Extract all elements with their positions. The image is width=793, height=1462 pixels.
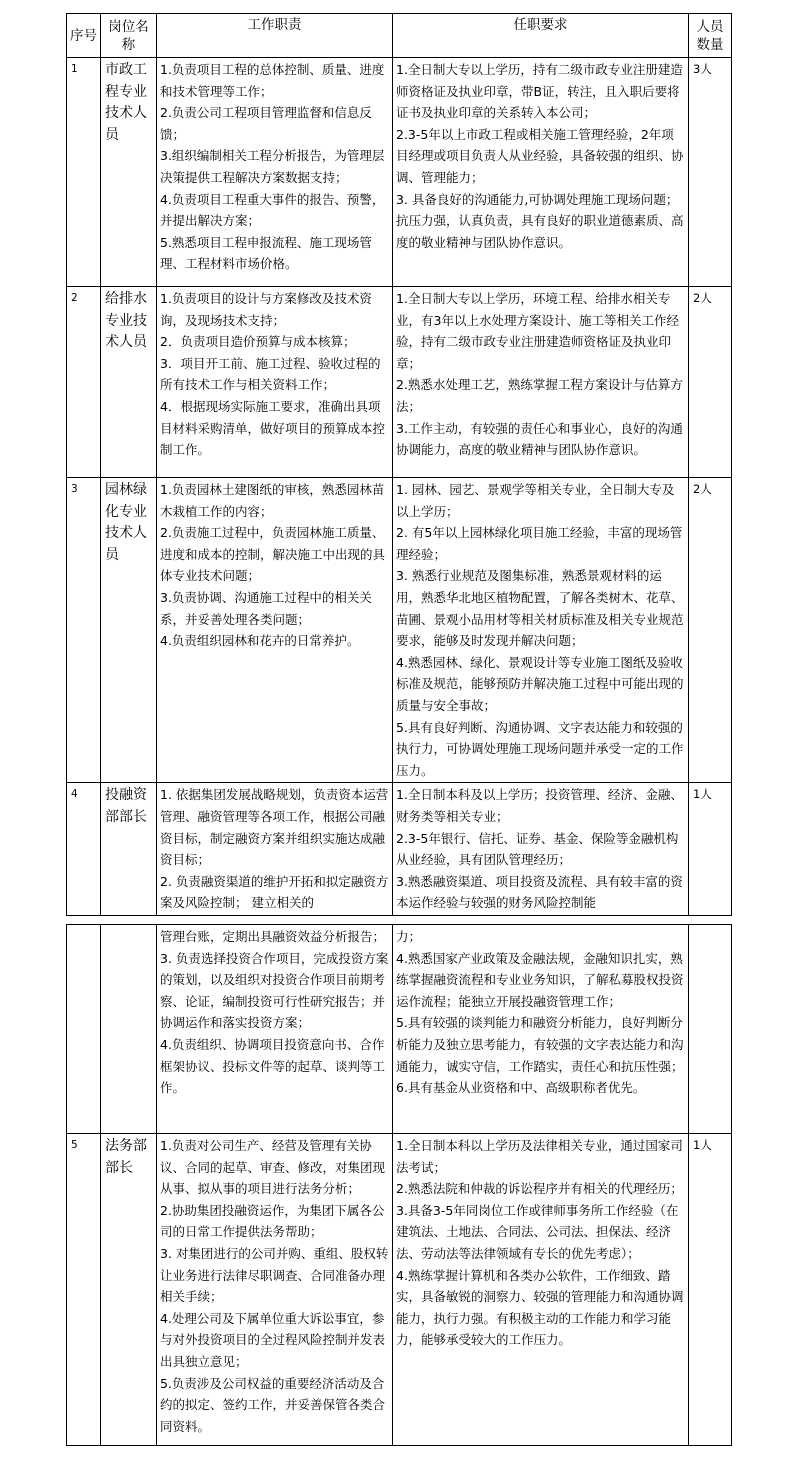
row-duties [157, 478, 393, 783]
row-position: 投融资部部长 [101, 783, 157, 916]
row-headcount: 3人 [689, 58, 732, 287]
header-requirements: 任职要求 [393, 14, 689, 58]
row-duties [157, 1134, 393, 1446]
duty-item: 3.组织编制相关工程分析报告，为管理层决策提供工程解决方案数据支持； [160, 148, 385, 185]
requirement-item: 2. 有5年以上园林绿化项目施工经验，丰富的现场管理经验； [396, 525, 683, 562]
row-requirements [393, 783, 689, 916]
row-duties [157, 783, 393, 916]
requirement-item: 3.工作主动，有较强的责任心和事业心，良好的沟通协调能力，高度的敬业精神与团队协作意识。 [396, 420, 683, 458]
row-position: 市政工程专业技术人员 [101, 58, 157, 287]
requirement-item: 2.熟悉法院和仲裁的诉讼程序并有相关的代理经历； [396, 1181, 683, 1197]
table-row [67, 783, 732, 916]
duty-item: 4.负责组织园林和花卉的日常养护。 [160, 633, 360, 649]
row-requirements [393, 58, 689, 287]
row-position: 园林绿化专业技术人员 [101, 478, 157, 783]
requirement-item: 2.熟悉水处理工艺，熟练掌握工程方案设计与估算方法； [396, 377, 683, 414]
row-requirements [393, 287, 689, 478]
duty-item: 5.负责涉及公司权益的重要经济活动及合约的拟定、签约工作，并妥善保管各类合同资料。 [160, 1375, 386, 1434]
duty-item: 2. 负责融资渠道的维护开拓和拟定融资方案及风险控制； 建立相关的 [160, 873, 389, 911]
row-duties [157, 58, 393, 287]
requirement-item: 1.全日制本科以上学历及法律相关专业，通过国家司法考试； [396, 1138, 683, 1175]
row-no: 4 [67, 783, 101, 916]
duty-item: 2.协助集团投融资运作，为集团下属各公司的日常工作提供法务帮助； [160, 1202, 385, 1240]
duty-item: 1.负责项目工程的总体控制、质量、进度和技术管理等工作； [160, 62, 385, 99]
duty-item: 1.负责项目的设计与方案修改及技术资询，及现场技术支持； [160, 291, 372, 328]
recruitment-table-page-2 [66, 924, 732, 1446]
header-duties: 工作职责 [157, 14, 393, 58]
row-requirements [393, 478, 689, 783]
requirement-item: 1.全日制大专以上学历，环境工程、给排水相关专业，有3年以上水处理方案设计、施工等相关工作经验，持有二级市政专业注册建造师资格证及执业印章； [396, 291, 679, 371]
requirement-item: 3.具备3-5年同岗位工作或律师事务所工作经验（在建筑法、土地法、合同法、公司法、担保法、经济法、劳动法等法律领域有专长的优先考虑）； [396, 1202, 679, 1261]
duty-item: 1. 依据集团发展战略规划，负责资本运营管理、融资管理等各项工作，根据公司融资目标，制定融资方案并组织实施达成融资目标； [160, 787, 389, 868]
row-headcount-empty [689, 925, 732, 1134]
requirement-item: 6.具有基金从业资格和中、高级职称者优先。 [396, 1080, 646, 1096]
recruitment-table-page-1 [66, 13, 732, 916]
row-no: 3 [67, 478, 101, 783]
duty-item: 2.负责公司工程项目管理监督和信息反馈； [160, 105, 372, 142]
row-no-empty [67, 925, 101, 1134]
requirement-item: 5.具有良好判断、沟通协调、文字表达能力和较强的执行力，可协调处理施工现场问题并承受一定的工作压力。 [396, 719, 684, 778]
row-headcount: 1人 [689, 1134, 732, 1446]
requirement-item: 4.熟悉园林、绿化、景观设计等专业施工图纸及验收标准及规范，能够预防并解决施工过程中可能出现的质量与安全事故； [396, 654, 684, 713]
row-no: 5 [67, 1134, 101, 1446]
header-headcount: 人员数量 [689, 14, 732, 58]
duty-item: 1.负责园林土建图纸的审核，熟悉园林苗木栽植工作的内容； [160, 482, 385, 519]
table-row [67, 1134, 732, 1446]
requirement-item: 3. 熟悉行业规范及图集标准，熟悉景观材料的运用，熟悉华北地区植物配置，了解各类树木、花草、苗圃、景观小品用材等相关材质标准及相关专业规范要求，能够及时发现并解决问题； [396, 568, 684, 649]
table-row [67, 287, 732, 478]
table-header-row [67, 14, 732, 58]
row-headcount: 2人 [689, 287, 732, 478]
row-position: 给排水专业技术人员 [101, 287, 157, 478]
row-requirements [393, 925, 689, 1134]
duty-item: 2.负责施工过程中，负责园林施工质量、进度和成本的控制，解决施工中出现的具体专业技术问题； [160, 525, 386, 584]
requirement-item: 5.具有较强的谈判能力和融资分析能力，良好判断分析能力及独立思考能力，有较强的文字表达能力和沟通能力，诚实守信，工作踏实，责任心和抗压性强； [396, 1015, 684, 1074]
requirement-item: 3.熟悉融资渠道、项目投资及流程、具有较丰富的资本运作经验与较强的财务风险控制能 [396, 873, 683, 911]
requirement-item: 4.熟练掌握计算机和各类办公软件，工作细致、踏实，具备敏锐的洞察力、较强的管理能力和沟通协调能力，执行力强。有积极主动的工作能力和学习能力，能够承受较大的工作压力。 [396, 1267, 684, 1348]
duty-item: 5.熟悉项目工程申报流程、施工现场管理、工程材料市场价格。 [160, 234, 372, 272]
duty-item: 1.负责对公司生产、经营及管理有关协议、合同的起草、审查、修改，对集团现从事、拟从事的项目进行法务分析； [160, 1138, 386, 1197]
duty-item: 2．负责项目造价预算与成本核算； [160, 334, 356, 350]
duty-item: 3．项目开工前、施工过程、验收过程的所有技术工作与相关资料工作； [160, 355, 381, 393]
header-position: 岗位名称 [101, 14, 157, 58]
duty-item: 4．根据现场实际施工要求，准确出具项目材料采购清单，做好项目的预算成本控制工作。 [160, 398, 386, 458]
requirement-item: 3. 具备良好的沟通能力,可协调处理施工现场问题；抗压力强，认真负责，具有良好的职业道德素质、高度的敬业精神与团队协作意识。 [396, 191, 684, 250]
requirement-item: 1.全日制大专以上学历，持有二级市政专业注册建造师资格证及执业印章，带B证，转注，且入职后要将证书及执业印章的关系转入本公司； [396, 62, 683, 121]
row-requirements [393, 1134, 689, 1446]
row-headcount: 2人 [689, 478, 732, 783]
duty-item: 4.负责项目工程重大事件的报告、预警，并提出解决方案； [160, 191, 385, 229]
row-duties [157, 925, 393, 1134]
requirement-item: 2.3-5年银行、信托、证券、基金、保险等金融机构从业经验，具有团队管理经历； [396, 830, 679, 868]
duty-item: 3.负责协调、沟通施工过程中的相关关系，并妥善处理各类问题； [160, 589, 372, 627]
duty-item: 3. 对集团进行的公司并购、重组、股权转让业务进行法律尽职调查、合同准备办理相关手续； [160, 1245, 389, 1305]
row-no: 2 [67, 287, 101, 478]
duty-item: 管理台账，定期出具融资效益分析报告； [160, 929, 386, 944]
requirement-item: 力； [396, 929, 422, 944]
requirement-item: 2.3-5年以上市政工程或相关施工管理经验，2年项目经理或项目负责人从业经验，具备较强的组织、协调、管理能力； [396, 126, 684, 185]
requirement-item: 4.熟悉国家产业政策及金融法规，金融知识扎实，熟练掌握融资流程和专业业务知识，了解私募股权投资运作流程；能独立开展投融资管理工作； [396, 950, 684, 1009]
header-no: 序号 [67, 14, 101, 58]
row-no: 1 [67, 58, 101, 287]
duty-item: 3. 负责选择投资合作项目，完成投资方案的策划，以及组织对投资合作项目前期考察、论证，编制投资可行性研究报告；并协调运作和落实投资方案； [160, 950, 389, 1031]
duty-item: 4.负责组织、协调项目投资意向书、合作框架协议、投标文件等的起草、谈判等工作。 [160, 1036, 386, 1096]
requirement-item: 1. 园林、园艺、景观学等相关专业，全日制大专及以上学历； [396, 482, 675, 519]
requirement-item: 1.全日制本科及以上学历；投资管理、经济、金融、财务类等相关专业； [396, 787, 683, 824]
row-duties [157, 287, 393, 478]
row-position: 法务部部长 [101, 1134, 157, 1446]
row-headcount: 1人 [689, 783, 732, 916]
duty-item: 4.处理公司及下属单位重大诉讼事宜，参与对外投资项目的全过程风险控制并发表出具独立意见； [160, 1310, 386, 1369]
table-row [67, 478, 732, 783]
table-row-continuation [67, 925, 732, 1134]
table-row [67, 58, 732, 287]
row-position-empty [101, 925, 157, 1134]
